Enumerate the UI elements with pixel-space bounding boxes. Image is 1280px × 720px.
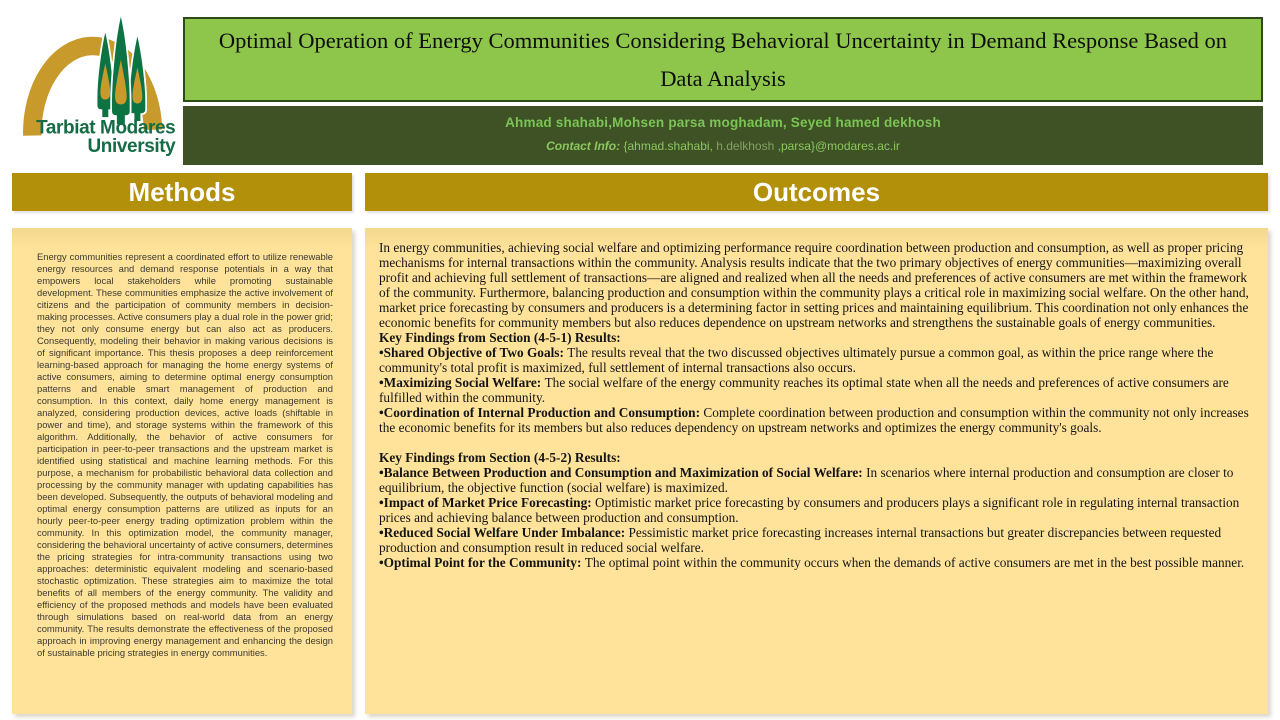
finding-bullet-text: In scenarios where internal production and consumption are closer to equilibrium, the objective function (social welfare) is maximized.	[379, 465, 1234, 495]
finding-bullet-label: •Impact of Market Price Forecasting:	[379, 495, 595, 510]
contact-email-part3: ,parsa}@modares.ac.ir	[777, 139, 900, 153]
outcomes-header	[365, 173, 1268, 211]
finding-bullet	[379, 525, 1252, 555]
finding-bullet	[379, 405, 1252, 435]
finding-bullet	[379, 495, 1252, 525]
methods-header	[12, 173, 352, 211]
finding-section	[379, 450, 1252, 570]
author-bar	[183, 106, 1263, 165]
finding-bullet-text: The optimal point within the community occurs when the demands of active consumers are met in the best possible manner.	[584, 555, 1245, 570]
finding-section	[379, 330, 1252, 435]
authors-line: Ahmad shahabi,Mohsen parsa moghadam, Seyed hamed dekhosh	[505, 115, 941, 130]
contact-email-part1: {ahmad.shahabi,	[623, 139, 713, 153]
finding-section-heading: Key Findings from Section (4-5-1) Results:	[379, 330, 621, 345]
finding-bullet	[379, 555, 1252, 570]
finding-bullet-text: Pessimistic market price forecasting increases internal transactions but greater discrepancies between requested production and consumption result in reduced social welfare.	[379, 525, 1222, 555]
methods-header-label: Methods	[128, 176, 236, 207]
finding-bullet-label: •Shared Objective of Two Goals:	[379, 345, 568, 360]
university-logo	[8, 2, 188, 165]
contact-label: Contact Info:	[546, 139, 621, 153]
finding-bullet-label: •Maximizing Social Welfare:	[379, 375, 545, 390]
finding-bullet-label: •Reduced Social Welfare Under Imbalance:	[379, 525, 629, 540]
outcomes-findings	[379, 330, 1252, 570]
finding-bullet	[379, 345, 1252, 375]
finding-bullet	[379, 465, 1252, 495]
contact-line	[183, 139, 1263, 153]
poster-title	[183, 17, 1263, 102]
methods-body-text: Energy communities represent a coordinated effort to utilize renewable energy resources and demand response potentials in a way that empowers local stakeholders while promoting sustainable development. These communities emphasize the active involvement of citizens and the participation of community members in decision-making processes. Active consumers play a dual role in the power grid; they not only consume energy but can also act as producers. Consequently, modeling their behavior in making various decisions is of significant importance. This thesis proposes a deep reinforcement learning-based approach for managing the home energy systems of active consumers, aiming to determine optimal energy consumption patterns and enable smart management of production and consumption. In this context, daily home energy management is analyzed, considering production devices, active loads (shiftable in power and time), and storage systems within the framework of this algorithm. Additionally, the behavior of active consumers for participation in peer-to-peer transactions and the upstream market is identified using statistical and machine learning methods. For this purpose, a mechanism for probabilistic behavioral data collection and processing by the community manager with updating capabilities has been developed. Subsequently, the outputs of behavioral modeling and optimal energy consumption patterns are utilized as inputs for an hourly peer-to-peer energy trading optimization problem within the community. In this optimization model, the community manager, considering the behavioral uncertainty of active consumers, determines the pricing strategies for intra-community transactions using two approaches: deterministic equivalent modeling and scenario-based stochastic optimization. These strategies aim to maximize the total benefits of all members of the energy community. The validity and efficiency of the proposed methods and models have been evaluated through simulations based on real-world data from an energy community. The results demonstrate the effectiveness of the proposed approach in improving energy management and enhancing the design of sustainable pricing strategies in energy communities.	[37, 251, 333, 658]
outcomes-intro-text: In energy communities, achieving social welfare and optimizing performance require coordination between production and consumption, as well as proper pricing mechanisms for internal transactions within the community. Analysis results indicate that the two primary objectives of energy communities—maximizing overall profit and achieving full settlement of transactions—are aligned and realized when all the needs and preferences of active consumers are met within the framework of the community. Furthermore, balancing production and consumption within the community plays a critical role in maximizing social welfare. On the other hand, market price forecasting by consumers and producers is a determining factor in setting prices and maintaining equilibrium. This coordination not only enhances the economic benefits for community members but also reduces dependence on upstream networks and strengthens the sustainable goals of energy communities.	[379, 240, 1249, 330]
outcomes-header-label: Outcomes	[752, 176, 881, 207]
poster-title-text: Optimal Operation of Energy Communities Considering Behavioral Uncertainty in Demand Response Based on Data Analysis	[218, 28, 1228, 91]
finding-section-heading: Key Findings from Section (4-5-2) Results:	[379, 450, 621, 465]
tarbiat-modares-logo-icon	[8, 2, 188, 165]
logo-text-line2: University	[87, 136, 176, 158]
finding-bullet-label: •Coordination of Internal Production and Consumption:	[379, 405, 704, 420]
methods-panel	[12, 228, 352, 714]
finding-bullet-label: •Balance Between Production and Consumption and Maximization of Social Welfare:	[379, 465, 867, 480]
contact-email-part2: h.delkhosh	[716, 139, 775, 153]
finding-bullet-text: The social welfare of the energy community reaches its optimal state when all the needs and preferences of active consumers are fulfilled within the community.	[379, 375, 1229, 405]
finding-bullet-label: •Optimal Point for the Community:	[379, 555, 585, 570]
finding-bullet-text: Optimistic market price forecasting by consumers and producers plays a significant role in regulating internal transaction prices and achieving balance between production and consumption.	[379, 495, 1240, 525]
outcomes-panel	[365, 228, 1268, 714]
finding-bullet	[379, 375, 1252, 405]
logo-text-line1: Tarbiat Modares	[36, 117, 176, 139]
logo-tree-middle	[111, 13, 130, 125]
finding-bullet-text: Complete coordination between production and consumption within the community not only increases the economic benefits for its members but also reduces dependency on upstream networks and optimizes the energy community's goals.	[379, 405, 1249, 435]
finding-bullet-text: The results reveal that the two discussed objectives ultimately pursue a common goal, as within the price range where the community's total profit is maximized, full settlement of internal transactions also occurs.	[379, 345, 1214, 375]
